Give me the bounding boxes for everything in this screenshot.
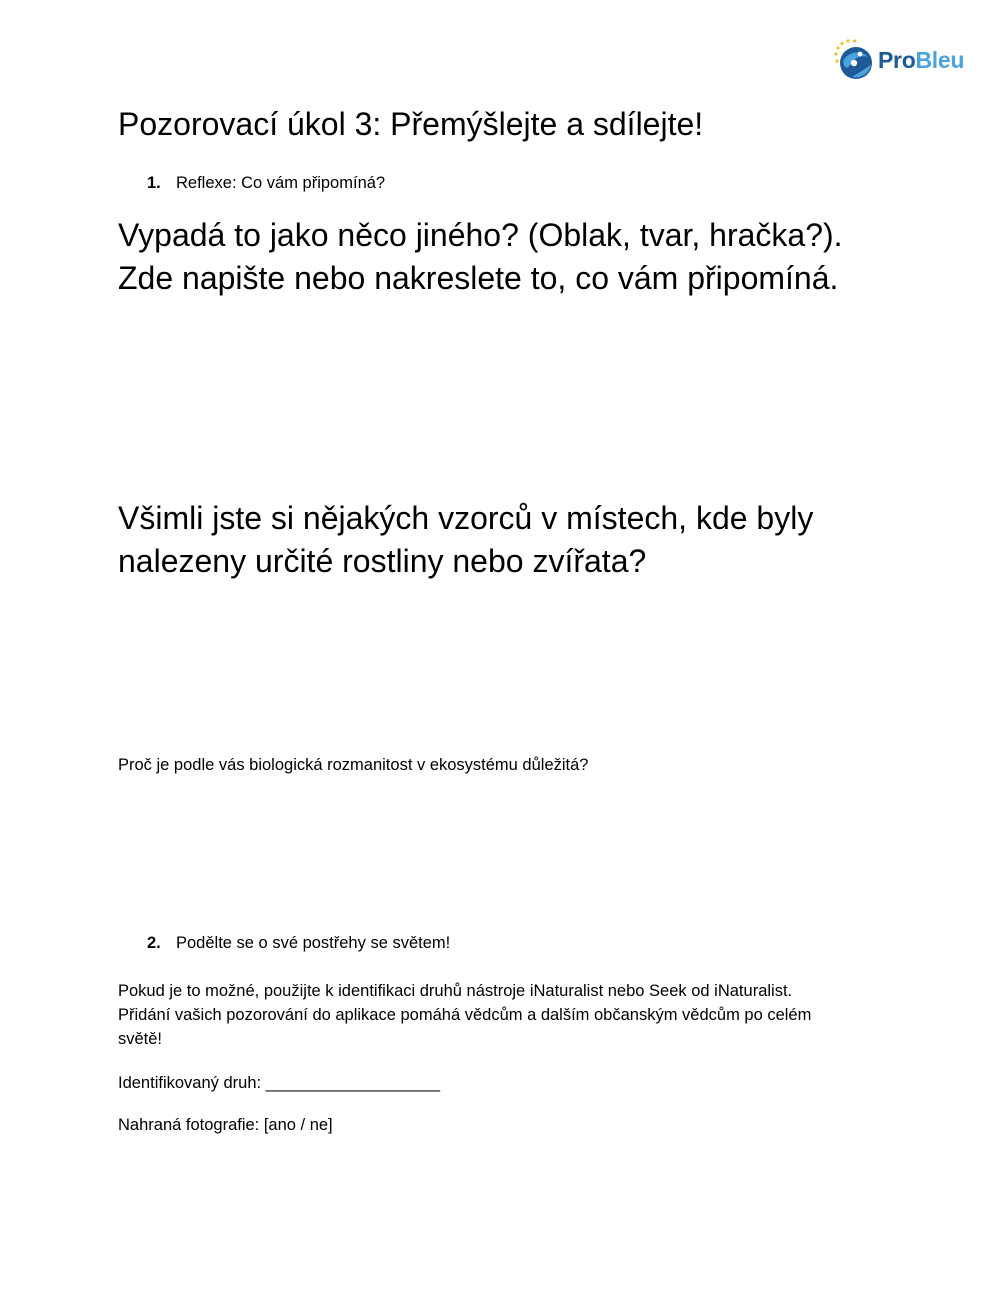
logo-text-bleu: Bleu: [915, 46, 965, 73]
photo-uploaded-field: Nahraná fotografie: [ano / ne]: [118, 1116, 333, 1134]
inaturalist-paragraph: [118, 979, 811, 1051]
question-reminds-line-2: Zde napište nebo nakreslete to, co vám připomíná.: [118, 260, 839, 296]
question-reminds-line-1: Vypadá to jako něco jiného? (Oblak, tvar, hračka?).: [118, 217, 843, 253]
paragraph-line-3: světě!: [118, 1030, 163, 1048]
paragraph-line-2: Přidání vašich pozorování do aplikace pomáhá vědcům a dalším občanským vědcům po celém: [118, 1006, 812, 1024]
question-patterns-line-1: Všimli jste si nějakých vzorců v místech, kde byly: [118, 500, 814, 536]
question-patterns: [118, 497, 813, 583]
probleu-logo-text: [878, 47, 964, 74]
section-1-heading: [147, 174, 385, 193]
section-2-heading: [147, 934, 450, 953]
section-1-label: Reflexe: Co vám připomíná?: [176, 174, 386, 192]
species-field: Identifikovaný druh: ___________________: [118, 1074, 441, 1092]
page-title: Pozorovací úkol 3: Přemýšlejte a sdílejte!: [118, 106, 704, 142]
probleu-logo: [832, 38, 982, 82]
question-patterns-line-2: nalezeny určité rostliny nebo zvířata?: [118, 543, 647, 579]
paragraph-line-1: Pokud je to možné, použijte k identifikaci druhů nástroje iNaturalist nebo Seek od iNaturalist.: [118, 982, 793, 1000]
logo-text-pro: Pro: [878, 46, 916, 73]
section-1-number: 1.: [147, 174, 161, 192]
question-reminds: [118, 214, 843, 300]
section-2-number: 2.: [147, 934, 161, 952]
probleu-logo-icon: [832, 39, 874, 81]
section-2-label: Podělte se o své postřehy se světem!: [176, 934, 451, 952]
question-biodiversity: Proč je podle vás biologická rozmanitost v ekosystému důležitá?: [118, 756, 589, 774]
